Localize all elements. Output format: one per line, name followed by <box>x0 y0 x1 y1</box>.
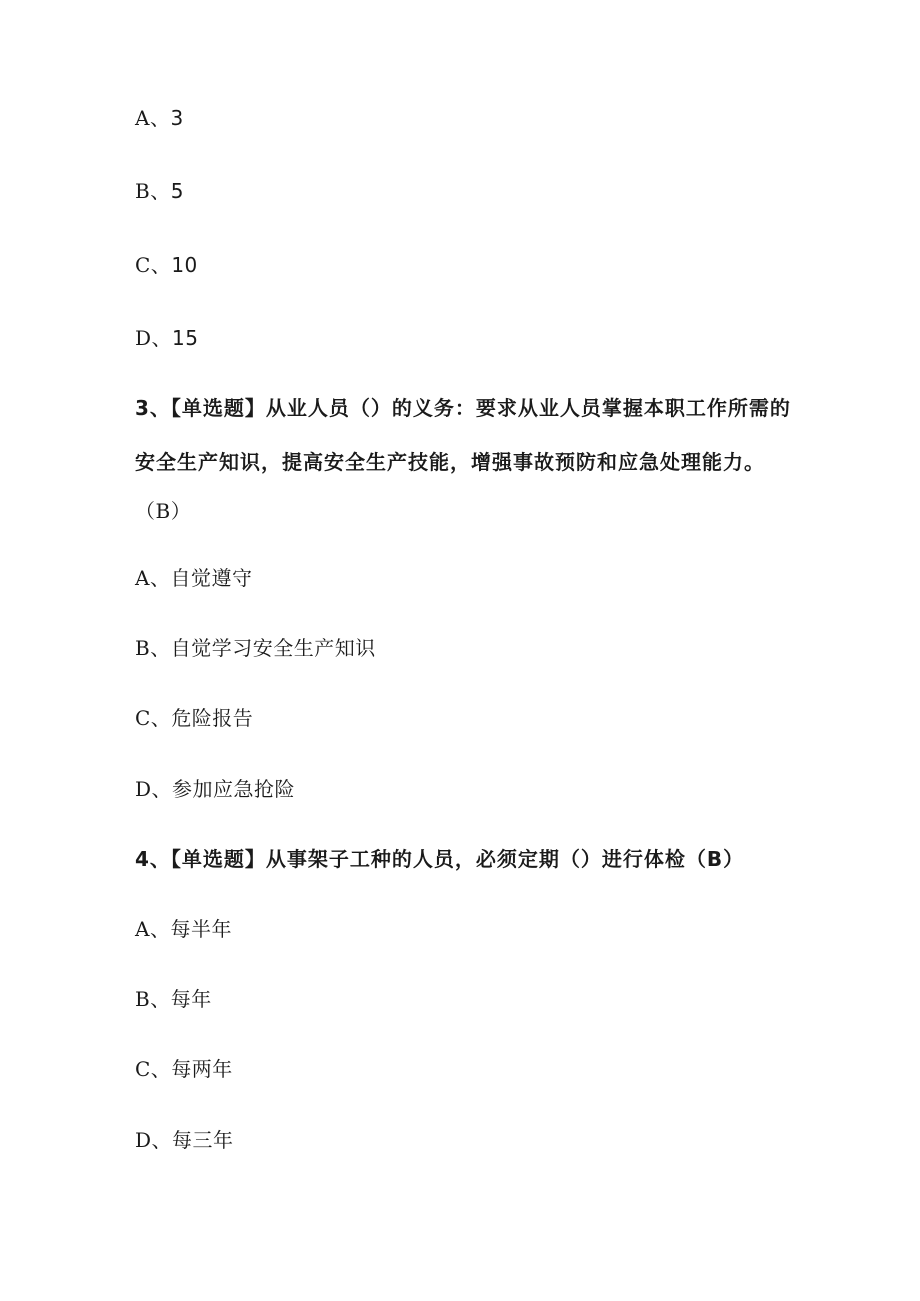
option-text: 10 <box>171 253 198 277</box>
q4-option-c <box>135 1055 233 1083</box>
q3-answer: （B） <box>135 499 192 523</box>
q4-option-a <box>135 915 232 943</box>
option-text: 每三年 <box>172 1128 234 1152</box>
option-text: 自觉遵守 <box>170 566 253 590</box>
option-letter: A、 <box>135 917 171 941</box>
q4-option-d <box>135 1126 234 1154</box>
q2-option-c <box>135 251 198 279</box>
option-letter: A、 <box>135 106 171 130</box>
q4-stem: 4、【单选题】从事架子工种的人员，必须定期（）进行体检（B） <box>135 847 745 871</box>
option-text: 危险报告 <box>171 706 254 730</box>
option-text: 15 <box>172 326 199 350</box>
q3-stem-line2: 安全生产知识，提高安全生产技能，增强事故预防和应急处理能力。 <box>135 450 765 474</box>
option-letter: C、 <box>135 253 172 277</box>
option-text: 每年 <box>170 987 212 1011</box>
option-letter: D、 <box>135 326 173 350</box>
option-letter: C、 <box>135 1057 172 1081</box>
q3-stem-line1: 3、【单选题】从业人员（）的义务：要求从业人员掌握本职工作所需的 <box>135 396 791 420</box>
option-letter: D、 <box>135 1128 173 1152</box>
option-letter: A、 <box>135 566 171 590</box>
q3-option-b <box>135 634 376 662</box>
q2-option-b <box>135 177 184 205</box>
option-letter: D、 <box>135 777 173 801</box>
q3-option-c <box>135 704 253 732</box>
option-letter: B、 <box>135 179 171 203</box>
option-letter: C、 <box>135 706 172 730</box>
q2-option-d <box>135 324 199 352</box>
option-letter: B、 <box>135 636 171 660</box>
option-text: 5 <box>170 179 184 203</box>
q2-option-a <box>135 104 184 132</box>
option-text: 每半年 <box>170 917 232 941</box>
option-text: 参加应急抢险 <box>172 777 296 801</box>
q3-option-a <box>135 564 252 592</box>
option-text: 自觉学习安全生产知识 <box>170 636 376 660</box>
q3-option-d <box>135 775 295 803</box>
option-letter: B、 <box>135 987 171 1011</box>
option-text: 3 <box>170 106 184 130</box>
q4-option-b <box>135 985 212 1013</box>
option-text: 每两年 <box>171 1057 233 1081</box>
